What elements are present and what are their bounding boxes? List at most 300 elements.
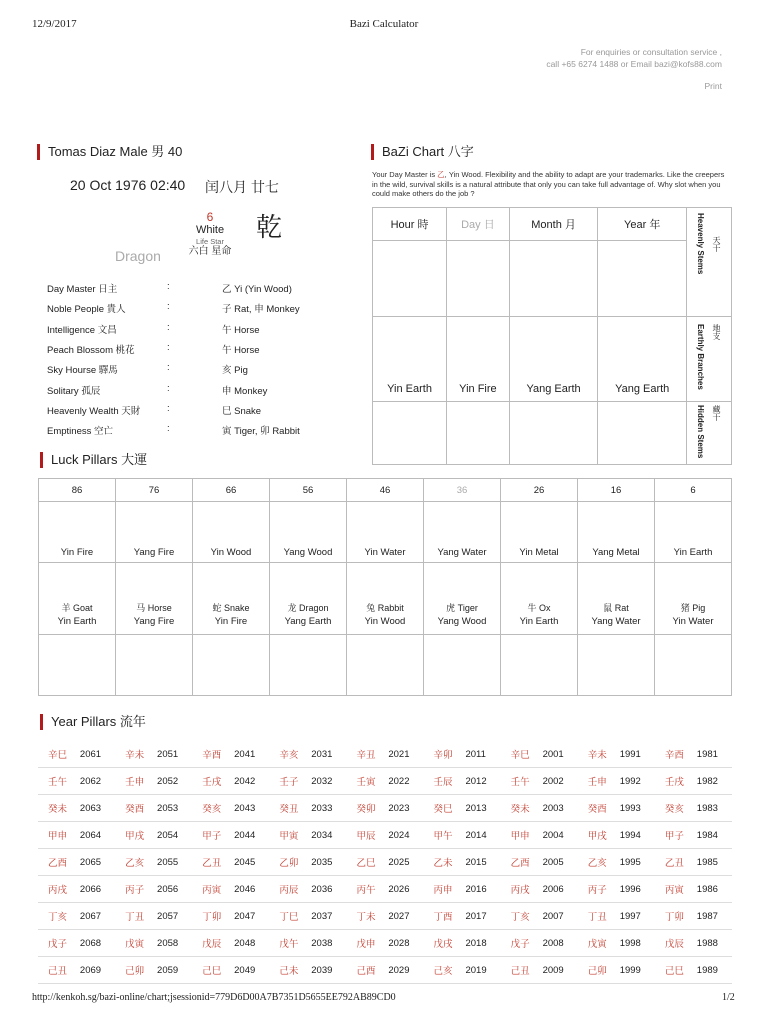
luck-hidden: [424, 635, 501, 696]
year-ganzhi: 丁酉: [424, 903, 466, 930]
year-pillar-row: [38, 822, 732, 849]
luck-branch: [116, 563, 193, 635]
info-row: [47, 362, 347, 376]
year-hidden: [598, 402, 687, 465]
info-value: 午 Horse: [222, 344, 260, 356]
luck-age: 16: [578, 479, 655, 502]
year-ganzhi: 癸未: [501, 795, 543, 822]
year-ganzhi: 癸亥: [655, 795, 697, 822]
year-number: 2066: [80, 876, 115, 903]
info-sep: :: [167, 402, 170, 414]
luck-stem: Yin Water: [347, 502, 424, 563]
year-ganzhi: 乙丑: [192, 849, 234, 876]
luck-age: 66: [193, 479, 270, 502]
year-number: 2025: [388, 849, 423, 876]
year-ganzhi: 壬辰: [424, 768, 466, 795]
profile-title: Tomas Diaz Male 男 40: [37, 144, 182, 160]
year-ganzhi: 乙亥: [115, 849, 157, 876]
info-value: 乙 Yi (Yin Wood): [222, 284, 292, 295]
year-ganzhi: 甲戌: [578, 822, 620, 849]
year-number: 2063: [80, 795, 115, 822]
info-label: Solitary 孤辰: [47, 385, 101, 397]
year-number: 2022: [388, 768, 423, 795]
year-ganzhi: 癸卯: [346, 795, 388, 822]
print-date: 12/9/2017: [32, 18, 77, 30]
year-ganzhi: 己未: [269, 957, 311, 984]
luck-stem: Yin Earth: [655, 502, 732, 563]
year-ganzhi: 辛巳: [38, 741, 80, 768]
luck-branch: [39, 563, 116, 635]
year-number: 2001: [543, 741, 578, 768]
year-ganzhi: 癸亥: [192, 795, 234, 822]
bazi-chart-table: [372, 207, 732, 465]
year-number: 2042: [234, 768, 269, 795]
year-ganzhi: 癸酉: [115, 795, 157, 822]
year-number: 2033: [311, 795, 346, 822]
year-ganzhi: 辛丑: [346, 741, 388, 768]
year-number: 2003: [543, 795, 578, 822]
year-ganzhi: 丙子: [115, 876, 157, 903]
year-ganzhi: 戊子: [501, 930, 543, 957]
year-number: 2031: [311, 741, 346, 768]
year-number: 2046: [234, 876, 269, 903]
year-number: 2028: [388, 930, 423, 957]
year-number: 1991: [620, 741, 655, 768]
footer-url[interactable]: http://kenkoh.sg/bazi-online/chart;jsessionid=779D6D00A7B7351D5655EE792AB89CD0: [32, 992, 396, 1003]
luck-age: 6: [655, 479, 732, 502]
luck-animal: 蛇 Snake: [212, 603, 250, 613]
birth-datetime: 20 Oct 1976 02:40: [70, 177, 186, 193]
year-ganzhi: 辛酉: [655, 741, 697, 768]
info-row: [47, 281, 347, 295]
year-number: 2006: [543, 876, 578, 903]
year-ganzhi: 戊申: [346, 930, 388, 957]
year-number: 2002: [543, 768, 578, 795]
year-number: 1985: [697, 849, 732, 876]
year-pillar-row: [38, 903, 732, 930]
hour-stem: [373, 241, 447, 317]
year-ganzhi: 己卯: [115, 957, 157, 984]
year-number: 1986: [697, 876, 732, 903]
month-hidden: [509, 402, 598, 465]
info-sep: :: [167, 281, 170, 292]
info-sep: :: [167, 341, 170, 353]
luck-branch-element: Yin Earth: [57, 616, 97, 627]
year-pillar-row: [38, 876, 732, 903]
luck-branch: [270, 563, 347, 635]
year-ganzhi: 丁卯: [655, 903, 697, 930]
year-number: 1981: [697, 741, 732, 768]
info-label: Peach Blossom 桃花: [47, 344, 135, 356]
year-number: 2029: [388, 957, 423, 984]
year-number: 1988: [697, 930, 732, 957]
star-cn: 六白 星命: [188, 246, 232, 257]
year-number: 2007: [543, 903, 578, 930]
year-ganzhi: 壬子: [269, 768, 311, 795]
year-ganzhi: 丙午: [346, 876, 388, 903]
year-ganzhi: 辛未: [115, 741, 157, 768]
info-sep: :: [167, 321, 170, 333]
year-ganzhi: 己丑: [501, 957, 543, 984]
year-ganzhi: 丁未: [346, 903, 388, 930]
year-number: 2011: [465, 741, 500, 768]
side-heavenly-cn: 天干: [712, 235, 721, 252]
year-ganzhi: 己卯: [578, 957, 620, 984]
year-ganzhi: 丁卯: [192, 903, 234, 930]
info-value: 子 Rat, 申 Monkey: [222, 304, 300, 316]
info-row: [47, 322, 347, 336]
year-ganzhi: 己酉: [346, 957, 388, 984]
side-hidden-en: Hidden Stems: [696, 405, 705, 459]
luck-animal: 龙 Dragon: [287, 603, 329, 613]
year-ganzhi: 丙寅: [655, 876, 697, 903]
luck-age: 36: [424, 479, 501, 502]
year-ganzhi: 乙未: [424, 849, 466, 876]
luck-hidden: [347, 635, 424, 696]
luck-stem: Yin Wood: [193, 502, 270, 563]
year-ganzhi: 辛酉: [192, 741, 234, 768]
year-ganzhi: 辛巳: [501, 741, 543, 768]
year-number: 2015: [465, 849, 500, 876]
luck-animal: 牛 Ox: [527, 603, 551, 613]
year-number: 2014: [465, 822, 500, 849]
info-label: Heavenly Wealth 天財: [47, 405, 141, 417]
year-number: 2044: [234, 822, 269, 849]
animal-sign: Dragon: [115, 248, 161, 264]
year-ganzhi: 丙子: [578, 876, 620, 903]
year-ganzhi: 丙寅: [192, 876, 234, 903]
month-branch: Yang Earth: [509, 317, 598, 402]
year-ganzhi: 乙酉: [501, 849, 543, 876]
luck-pillars-table: [38, 478, 732, 696]
year-ganzhi: 己亥: [424, 957, 466, 984]
year-number: 2051: [157, 741, 192, 768]
year-ganzhi: 己巳: [655, 957, 697, 984]
enquiry-line-2[interactable]: call +65 6274 1488 or Email bazi@kofs88.com: [546, 59, 722, 69]
year-number: 2018: [465, 930, 500, 957]
year-ganzhi: 戊寅: [578, 930, 620, 957]
year-number: 1998: [620, 930, 655, 957]
year-ganzhi: 丁亥: [501, 903, 543, 930]
year-number: 2055: [157, 849, 192, 876]
year-number: 2036: [311, 876, 346, 903]
luck-stem: Yang Water: [424, 502, 501, 563]
year-ganzhi: 戊辰: [192, 930, 234, 957]
luck-branch-element: Yin Wood: [364, 616, 406, 627]
luck-branch-element: Yang Fire: [133, 616, 175, 627]
info-sep: :: [167, 382, 170, 394]
year-pillar-row: [38, 930, 732, 957]
luck-age: 46: [347, 479, 424, 502]
year-number: 2068: [80, 930, 115, 957]
luck-stem: Yin Metal: [501, 502, 578, 563]
luck-branch: [655, 563, 732, 635]
year-number: 2039: [311, 957, 346, 984]
month-stem: [509, 241, 598, 317]
year-number: 2054: [157, 822, 192, 849]
year-ganzhi: 壬申: [578, 768, 620, 795]
year-ganzhi: 癸丑: [269, 795, 311, 822]
year-number: 2048: [234, 930, 269, 957]
year-ganzhi: 癸未: [38, 795, 80, 822]
year-ganzhi: 戊寅: [115, 930, 157, 957]
info-value: 午 Horse: [222, 324, 260, 336]
year-ganzhi: 癸酉: [578, 795, 620, 822]
year-stem: [598, 241, 687, 317]
bazi-col-month: Month 月: [509, 208, 598, 241]
luck-hidden: [116, 635, 193, 696]
year-ganzhi: 乙酉: [38, 849, 80, 876]
year-number: 2067: [80, 903, 115, 930]
info-sep: :: [167, 423, 170, 435]
year-ganzhi: 壬午: [38, 768, 80, 795]
year-number: 2009: [543, 957, 578, 984]
year-number: 2045: [234, 849, 269, 876]
luck-animal: 马 Horse: [136, 603, 172, 613]
luck-hidden: [501, 635, 578, 696]
year-number: 2043: [234, 795, 269, 822]
year-ganzhi: 甲午: [424, 822, 466, 849]
year-ganzhi: 甲戌: [115, 822, 157, 849]
year-pillar-row: [38, 768, 732, 795]
year-ganzhi: 壬戌: [192, 768, 234, 795]
year-ganzhi: 壬午: [501, 768, 543, 795]
luck-branch-element: Yin Earth: [519, 616, 559, 627]
year-ganzhi: 戊戌: [424, 930, 466, 957]
side-heavenly-stems: [687, 208, 732, 317]
year-number: 2056: [157, 876, 192, 903]
year-ganzhi: 丁巳: [269, 903, 311, 930]
side-hidden-cn: 藏干: [712, 405, 721, 421]
year-number: 2032: [311, 768, 346, 795]
info-row: [47, 383, 347, 397]
hour-hidden: [373, 402, 447, 465]
year-ganzhi: 甲申: [38, 822, 80, 849]
year-ganzhi: 己丑: [38, 957, 80, 984]
info-value: 申 Monkey: [222, 385, 268, 397]
year-number: 2059: [157, 957, 192, 984]
info-sep: :: [167, 301, 170, 313]
side-heavenly-en: Heavenly Stems: [696, 213, 705, 275]
year-number: 2017: [465, 903, 500, 930]
luck-animal: 鼠 Rat: [603, 603, 629, 613]
year-number: 2021: [388, 741, 423, 768]
year-number: 1996: [620, 876, 655, 903]
info-row: [47, 342, 347, 356]
year-number: 2024: [388, 822, 423, 849]
luck-stem: Yin Fire: [39, 502, 116, 563]
info-label: Day Master 日主: [47, 284, 118, 295]
year-number: 1993: [620, 795, 655, 822]
year-ganzhi: 甲子: [192, 822, 234, 849]
year-ganzhi: 乙丑: [655, 849, 697, 876]
day-branch: Yin Fire: [447, 317, 510, 402]
luck-hidden: [578, 635, 655, 696]
side-earthly-cn: 地支: [712, 324, 721, 340]
info-value: 寅 Tiger, 卯 Rabbit: [222, 426, 300, 438]
year-pillars-table: [38, 741, 732, 984]
luck-hidden: [39, 635, 116, 696]
luck-branch: [578, 563, 655, 635]
side-earthly-branches: [687, 317, 732, 402]
year-ganzhi: 丙申: [424, 876, 466, 903]
year-number: 2061: [80, 741, 115, 768]
year-number: 2013: [465, 795, 500, 822]
year-number: 1994: [620, 822, 655, 849]
year-pillar-row: [38, 957, 732, 984]
luck-stem: Yang Wood: [270, 502, 347, 563]
year-pillar-row: [38, 849, 732, 876]
year-number: 2034: [311, 822, 346, 849]
info-label: Emptiness 空亡: [47, 426, 113, 438]
year-number: 1989: [697, 957, 732, 984]
day-hidden: [447, 402, 510, 465]
year-ganzhi: 戊辰: [655, 930, 697, 957]
year-number: 2049: [234, 957, 269, 984]
info-value: 亥 Pig: [222, 365, 248, 377]
luck-animal: 羊 Goat: [61, 603, 93, 613]
year-ganzhi: 丙辰: [269, 876, 311, 903]
luck-animal: 兔 Rabbit: [366, 603, 404, 613]
year-number: 2069: [80, 957, 115, 984]
desc-post: , Yin Wood. Flexibility and the ability to adapt are your trademarks. Like the creepers in the wild, survival skills is a natural attribute that only you can take full advantage of. Why slot when you could make others do the job ?: [372, 170, 725, 198]
year-number: 1983: [697, 795, 732, 822]
hour-branch: Yin Earth: [373, 317, 447, 402]
day-stem: [447, 241, 510, 317]
year-number: 2008: [543, 930, 578, 957]
star-color: White: [195, 224, 225, 236]
year-ganzhi: 辛亥: [269, 741, 311, 768]
year-number: 2037: [311, 903, 346, 930]
year-number: 2016: [465, 876, 500, 903]
year-number: 2027: [388, 903, 423, 930]
year-number: 2053: [157, 795, 192, 822]
year-ganzhi: 壬寅: [346, 768, 388, 795]
year-number: 1997: [620, 903, 655, 930]
bazi-col-day: Day 日: [447, 208, 510, 241]
enquiry-block: [422, 46, 722, 92]
info-label: Sky Hourse 驛馬: [47, 365, 118, 377]
year-ganzhi: 乙卯: [269, 849, 311, 876]
year-number: 2065: [80, 849, 115, 876]
gua-character: 乾: [256, 213, 283, 243]
year-number: 2041: [234, 741, 269, 768]
year-ganzhi: 己巳: [192, 957, 234, 984]
luck-branch: [501, 563, 578, 635]
year-number: 2052: [157, 768, 192, 795]
year-number: 2057: [157, 903, 192, 930]
info-row: [47, 423, 347, 437]
luck-animal: 猪 Pig: [680, 603, 706, 613]
year-ganzhi: 辛卯: [424, 741, 466, 768]
page-header-title: Bazi Calculator: [349, 18, 419, 30]
star-label: Life Star: [196, 237, 224, 246]
luck-animal: 虎 Tiger: [446, 603, 478, 613]
year-ganzhi: 壬申: [115, 768, 157, 795]
year-pillar-row: [38, 795, 732, 822]
desc-char: 乙: [437, 170, 445, 179]
life-star: [185, 210, 235, 258]
info-value: 巳 Snake: [222, 405, 262, 417]
luck-age: 56: [270, 479, 347, 502]
year-number: 2047: [234, 903, 269, 930]
year-ganzhi: 丙戌: [501, 876, 543, 903]
year-ganzhi: 甲辰: [346, 822, 388, 849]
footer-page: 1/2: [722, 992, 735, 1003]
year-number: 2038: [311, 930, 346, 957]
bazi-col-year: Year 年: [598, 208, 687, 241]
info-label: Intelligence 文昌: [47, 324, 117, 336]
luck-age: 86: [39, 479, 116, 502]
year-ganzhi: 癸巳: [424, 795, 466, 822]
side-earthly-en: Earthly Branches: [696, 324, 705, 390]
year-number: 2064: [80, 822, 115, 849]
year-pillar-row: [38, 741, 732, 768]
day-master-description: [372, 170, 732, 199]
print-link[interactable]: Print: [704, 81, 722, 91]
year-number: 2035: [311, 849, 346, 876]
year-number: 2026: [388, 876, 423, 903]
luck-branch-element: Yin Fire: [214, 616, 248, 627]
year-ganzhi: 乙巳: [346, 849, 388, 876]
desc-pre: Your Day Master is: [372, 170, 438, 179]
year-ganzhi: 丁丑: [578, 903, 620, 930]
year-ganzhi: 戊子: [38, 930, 80, 957]
year-number: 2019: [465, 957, 500, 984]
year-number: 1995: [620, 849, 655, 876]
star-number: 6: [206, 210, 214, 224]
luck-branch-element: Yang Wood: [437, 616, 487, 627]
year-ganzhi: 丁亥: [38, 903, 80, 930]
side-hidden-stems: [687, 402, 732, 465]
year-number: 2012: [465, 768, 500, 795]
luck-hidden: [655, 635, 732, 696]
luck-branch: [193, 563, 270, 635]
year-branch: Yang Earth: [598, 317, 687, 402]
lunar-date: 闰八月 廿七: [205, 179, 279, 195]
info-label: Noble People 貴人: [47, 304, 126, 316]
enquiry-line-1: For enquiries or consultation service ,: [580, 47, 722, 57]
year-number: 1992: [620, 768, 655, 795]
luck-stem: Yang Metal: [578, 502, 655, 563]
luck-branch: [424, 563, 501, 635]
year-ganzhi: 乙亥: [578, 849, 620, 876]
year-pillars-title: Year Pillars 流年: [40, 714, 146, 730]
year-number: 2004: [543, 822, 578, 849]
year-ganzhi: 甲申: [501, 822, 543, 849]
year-ganzhi: 丙戌: [38, 876, 80, 903]
year-ganzhi: 壬戌: [655, 768, 697, 795]
luck-branch-element: Yang Earth: [284, 616, 332, 627]
year-number: 1982: [697, 768, 732, 795]
info-row: [47, 301, 347, 315]
bazi-col-hour: Hour 時: [373, 208, 447, 241]
year-ganzhi: 丁丑: [115, 903, 157, 930]
year-number: 1984: [697, 822, 732, 849]
year-number: 1987: [697, 903, 732, 930]
year-number: 2005: [543, 849, 578, 876]
info-row: [47, 403, 347, 417]
year-ganzhi: 甲寅: [269, 822, 311, 849]
year-ganzhi: 甲子: [655, 822, 697, 849]
luck-age: 76: [116, 479, 193, 502]
luck-branch-element: Yin Water: [672, 616, 714, 627]
year-ganzhi: 戊午: [269, 930, 311, 957]
luck-pillars-title: Luck Pillars 大運: [40, 452, 147, 468]
luck-hidden: [270, 635, 347, 696]
luck-stem: Yang Fire: [116, 502, 193, 563]
luck-age: 26: [501, 479, 578, 502]
